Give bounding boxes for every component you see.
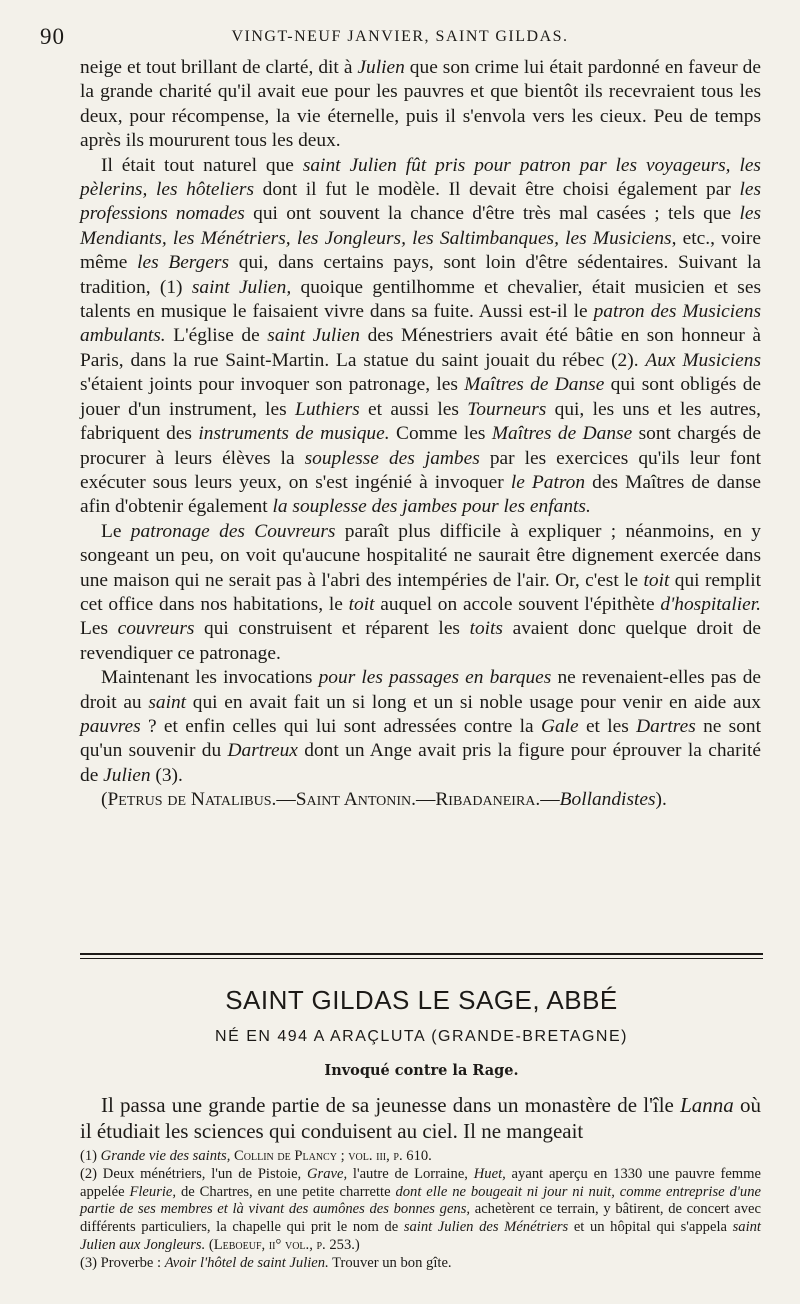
- italic-run: saint Julien fût pris pour patron par les voyageurs, les pèlerins, les hôteliers: [80, 154, 761, 201]
- italic-run: saint Julien des Ménétriers: [403, 1219, 569, 1236]
- text-run: , etc., voire même: [80, 227, 761, 274]
- section-subtitle: NÉ EN 494 A ARAÇLUTA (GRANDE-BRETAGNE): [215, 1028, 628, 1045]
- paragraph-2: [80, 154, 761, 520]
- text-run: ne sont qu'un souvenir du: [80, 715, 762, 762]
- italic-run: Grande vie des saints,: [100, 1148, 231, 1164]
- text-run: (3) Proverbe :: [80, 1254, 165, 1271]
- italic-run: les Bergers: [137, 252, 230, 274]
- text-run: ? et enfin celles qui lui sont adressées contre la: [140, 715, 541, 737]
- text-run: l'autre de Lorraine,: [347, 1165, 474, 1182]
- text-run: (2) Deux ménétriers, l'un de Pistoie,: [80, 1165, 307, 1182]
- text-run: Les: [80, 618, 118, 640]
- text-run: Collin de Plancy ; vol. iii, p. 610.: [230, 1148, 432, 1164]
- text-run: que son crime lui était pardonné en faveur de la grande charité qu'il avait eue pour les pauvres et que bientôt ils recevraient tous les deux, pour récompense, la vie éternelle, puis il s'envola vers les cieux. Peu de temps après ils moururent tous les deux.: [80, 57, 761, 152]
- italic-run: Avoir l'hôtel de saint Julien.: [164, 1254, 329, 1271]
- italic-run: Gale: [540, 715, 579, 737]
- italic-run: dont elle ne bougeait ni jour ni nuit, comme entreprise d'une partie de ses membres et là vivant des aumônes des bonnes gens,: [80, 1183, 761, 1218]
- invocation-line: Invoqué contre la Rage.: [324, 1062, 519, 1079]
- italic-run: pour les passages en barques: [318, 667, 552, 689]
- italic-run: Aux Musiciens: [645, 349, 761, 371]
- footnote-1: [80, 1148, 761, 1166]
- italic-run: Dartreux: [227, 740, 298, 762]
- text-run: Comme les: [389, 423, 492, 445]
- italic-run: souplesse des jambes: [304, 447, 480, 469]
- italic-run: d'hospitalier.: [660, 593, 761, 615]
- italic-run: Maîtres de Danse: [464, 374, 605, 396]
- text-run: auquel on accole souvent l'épithète: [374, 593, 661, 615]
- text-run: achetèrent ce terrain, y bâtirent, de concert avec différents particuliers, la chapelle qui prit le nom de: [80, 1201, 761, 1236]
- text-run: qui, dans certains pays, sont loin d'être sédentaires. Suivant la tradition, (1): [80, 252, 761, 298]
- text-run: quoique gentilhomme et chevalier, était musicien et ses talents en musique le faisaient vivre dans sa fuite. Aussi est-il le: [80, 276, 761, 323]
- italic-run: Grave,: [306, 1165, 348, 1182]
- text-run: qui, les uns et les autres, fabriquent des: [80, 398, 762, 445]
- text-run: et les: [578, 715, 637, 737]
- text-run: ne revenaient-elles pas de droit au: [80, 667, 762, 713]
- text-run: ).: [655, 789, 667, 811]
- italic-run: saint: [148, 691, 187, 713]
- paragraph-4: [80, 666, 761, 788]
- italic-run: la souplesse des jambes pour les enfants.: [272, 496, 591, 518]
- text-run: qui remplit cet office dans nos habitations, le: [80, 569, 761, 615]
- text-run: qui ont souvent la chance d'être très mal casées ; tels que: [244, 203, 740, 225]
- italic-run: les professions nomades: [80, 179, 762, 225]
- page-header: [40, 20, 760, 60]
- italic-run: Dartres: [636, 715, 696, 737]
- footnote-2: [80, 1166, 761, 1255]
- footnote-3: [80, 1255, 761, 1273]
- italic-run: Lanna: [680, 1093, 734, 1117]
- text-run: avaient donc quelque droit de revendiquer ce patronage.: [80, 618, 761, 664]
- text-run: paraît plus difficile à expliquer ; néanmoins, en y songeant un peu, on voit qu'aucune hospitalité ne saurait être dignement exercée dans une maison qui ne serait pas à l'abri des intempéries de l'air. Or, c'est le: [80, 520, 761, 591]
- text-run: et aussi les: [359, 398, 468, 420]
- italic-run: le Patron: [510, 471, 586, 493]
- text-run: neige et tout brillant de clarté, dit à: [80, 57, 358, 78]
- italic-run: patron des Musiciens ambulants.: [80, 301, 761, 347]
- text-run: Il était tout naturel que: [101, 154, 303, 176]
- text-run: sont chargés de procurer à leurs élèves la: [80, 423, 761, 469]
- text-run: (Leboeuf, ii° vol., p. 253.): [205, 1236, 360, 1253]
- text-run: (Petrus de Natalibus.—Saint Antonin.—Ribadaneira.—: [101, 789, 560, 811]
- text-run: de Chartres, en une petite charrette: [176, 1183, 396, 1200]
- text-run: qui sont obligés de jouer d'un instrument, les: [80, 374, 761, 420]
- italic-run: pauvres: [80, 715, 141, 737]
- text-run: des Ménestriers avait été bâtie en son honneur à Paris, dans la rue Saint-Martin. La statue du saint jouait du rébec (2).: [80, 325, 762, 371]
- text-run: et un hôpital qui s'appela: [568, 1219, 733, 1236]
- italic-run: toit: [643, 569, 670, 591]
- italic-run: saint Julien,: [191, 276, 292, 298]
- italic-run: toits: [469, 618, 503, 640]
- section-divider-thin: [80, 958, 763, 959]
- page-number: 90: [40, 24, 65, 49]
- italic-run: Julien: [357, 57, 405, 78]
- section-title: SAINT GILDAS LE SAGE, ABBÉ: [225, 985, 618, 1015]
- text-run: Il passa une grande partie de sa jeunesse dans un monastère de l'île: [101, 1093, 681, 1117]
- italic-run: Luthiers: [295, 398, 360, 420]
- footnotes: [80, 1148, 761, 1273]
- italic-run: saint Julien: [267, 325, 360, 347]
- paragraph-3: [80, 520, 761, 666]
- italic-run: Julien: [103, 764, 151, 786]
- italic-run: Bollandistes: [559, 789, 656, 811]
- text-run: des Maîtres de danse afin d'obtenir également: [80, 471, 761, 518]
- italic-run: Huet,: [473, 1165, 506, 1182]
- text-run: où il étudiait les sciences qui conduisent au ciel. Il ne mangeait: [80, 1093, 761, 1143]
- section-divider-thick: [80, 953, 763, 955]
- italic-run: toit: [348, 593, 375, 615]
- text-run: qui construisent et réparent les: [194, 618, 470, 640]
- section-paragraph-1: [80, 1092, 761, 1144]
- section-text: [80, 1092, 761, 1144]
- text-run: (1): [80, 1148, 101, 1164]
- italic-run: Tourneurs: [467, 398, 547, 420]
- paragraph-1: [80, 56, 761, 154]
- italic-run: Fleurie,: [129, 1183, 177, 1200]
- sources-line: [80, 788, 761, 812]
- italic-run: Maîtres de Danse: [491, 423, 633, 445]
- text-run: dont il fut le modèle. Il devait être choisi également par: [254, 179, 740, 201]
- main-text: [80, 56, 761, 813]
- text-run: qui en avait fait un si long et un si noble usage pour venir en aide aux: [186, 691, 761, 713]
- running-title: VINGT-NEUF JANVIER, SAINT GILDAS.: [231, 28, 569, 45]
- italic-run: instruments de musique.: [198, 423, 390, 445]
- text-run: s'étaient joints pour invoquer son patronage, les: [80, 374, 465, 396]
- italic-run: patronage des Couvreurs: [130, 520, 336, 542]
- text-run: (3).: [150, 764, 183, 786]
- text-run: par les exercices qu'ils leur font exécuter sous leurs yeux, on s'est ingénié à invoquer: [80, 447, 761, 493]
- italic-run: les Mendiants, les Ménétriers, les Jongleurs, les Saltimbanques, les Musiciens: [80, 203, 761, 249]
- text-run: ayant aperçu en 1330 une pauvre femme appelée: [80, 1165, 761, 1200]
- text-run: Trouver un bon gîte.: [328, 1254, 452, 1271]
- text-run: Maintenant les invocations: [101, 667, 319, 689]
- italic-run: saint Julien aux Jongleurs.: [80, 1219, 761, 1253]
- text-run: Le: [101, 520, 131, 542]
- text-run: dont un Ange avait pris la figure pour éprouver la charité de: [80, 740, 761, 786]
- text-run: L'église de: [165, 325, 268, 347]
- italic-run: couvreurs: [117, 618, 195, 640]
